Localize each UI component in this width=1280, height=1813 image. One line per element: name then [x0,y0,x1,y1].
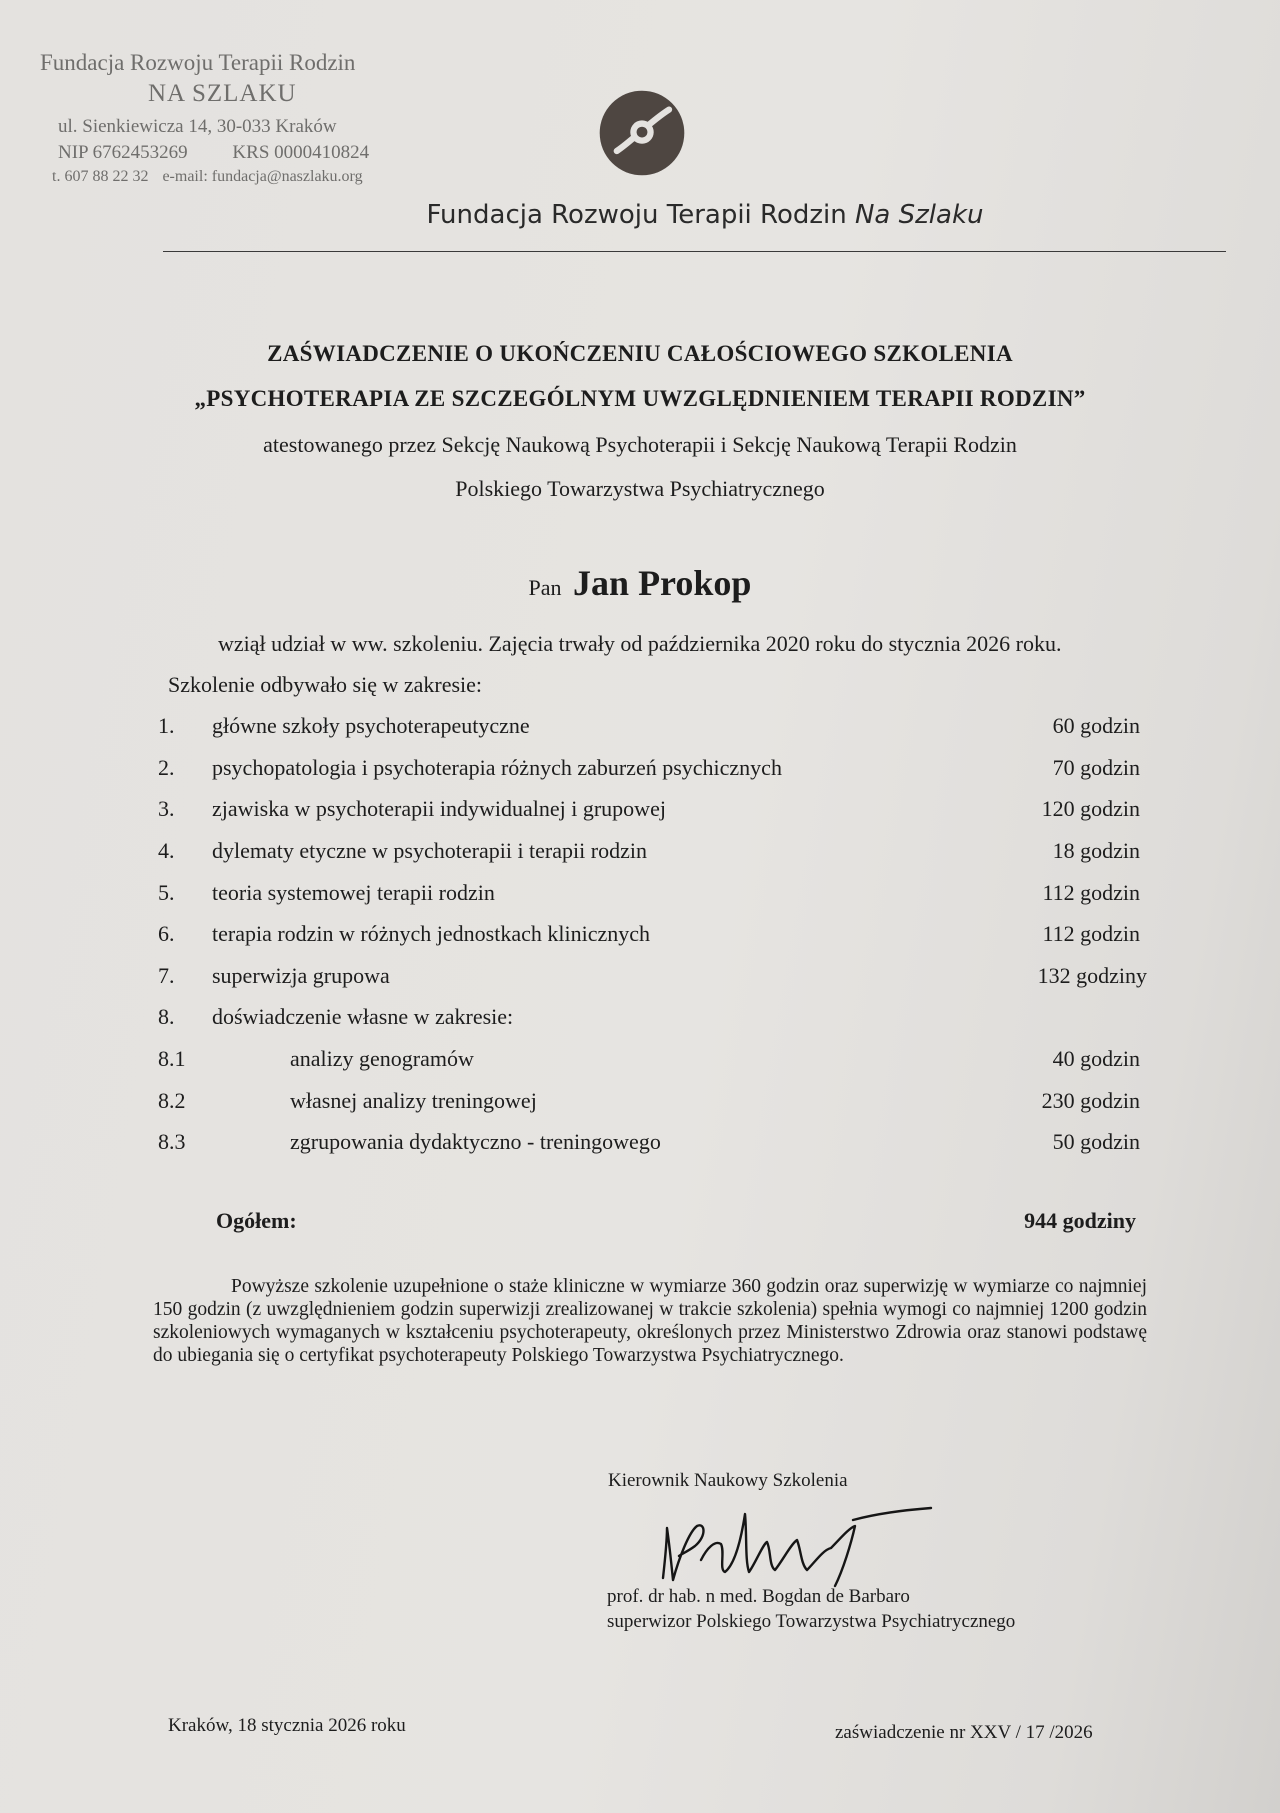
recipient [0,562,1280,604]
stamp-name: NA SZLAKU [148,80,297,107]
item-hours: 60 godzin [1052,713,1140,738]
stamp-ids [58,142,369,164]
stamp-email: e-mail: fundacja@naszlaku.org [162,168,363,185]
total-value: 944 godziny [1024,1208,1136,1233]
training-subitem [0,1046,1280,1076]
training-item [0,921,1280,951]
training-item [0,838,1280,868]
item-hours: 112 godzin [1042,880,1140,905]
item-number: 8. [158,1004,175,1029]
item-number: 6. [158,921,175,946]
stamp-phone: t. 607 88 22 32 [52,168,149,185]
item-hours: 112 godzin [1042,921,1140,946]
stamp-org: Fundacja Rozwoju Terapii Rodzin [40,50,356,75]
item-number: 4. [158,838,175,863]
training-subitem [0,1129,1280,1159]
stamp-nip: NIP 6762453269 [58,142,188,163]
item-hours: 230 godzin [1041,1088,1140,1113]
item-hours: 18 godzin [1052,838,1140,863]
item-label: zjawiska w psychoterapii indywidualnej i grupowej [212,796,666,821]
item-number: 8.1 [158,1046,186,1071]
training-item [0,755,1280,785]
handwritten-signature [655,1500,955,1596]
training-item [0,880,1280,910]
item-label: doświadczenie własne w zakresie: [212,1004,514,1029]
recipient-name: Jan Prokop [573,563,752,603]
training-item [0,796,1280,826]
signatory-title: Kierownik Naukowy Szkolenia [608,1470,848,1491]
item-number: 7. [158,963,175,988]
item-label: terapia rodzin w różnych jednostkach klinicznych [212,921,651,946]
item-hours: 50 godzin [1052,1129,1140,1154]
accreditation-line-1: atestowanego przez Sekcję Naukową Psychoterapii i Sekcję Naukową Terapii Rodzin [263,432,1017,457]
certificate-number: zaświadczenie nr XXV / 17 /2026 [835,1722,1093,1743]
item-label: teoria systemowej terapii rodzin [212,880,495,905]
recipient-salutation: Pan [528,575,562,600]
course-title: „PSYCHOTERAPIA ZE SZCZEGÓLNYM UWZGLĘDNIENIEM TERAPII RODZIN” [194,386,1086,411]
requirements-note: Powyższe szkolenie uzupełnione o staże kliniczne w wymiarze 360 godzin oraz superwizję w wymiarze co najmniej 150 godzin (z uwzględnieniem godzin superwizji zrealizowanej w trakcie szkolenia) spełnia wymogi co najmniej 1200 godzin szkoleniowych wymaganych w kształceniu psychoterapeuty, określonych przez Ministerstwo Zdrowia oraz stanowi podstawę do ubiegania się o certyfikat psychoterapeuty Polskiego Towarzystwa Psychiatrycznego. [153,1276,1147,1366]
training-subitem [0,1088,1280,1118]
certificate-title: ZAŚWIADCZENIE O UKOŃCZENIU CAŁOŚCIOWEGO SZKOLENIA [267,341,1013,366]
header-divider [163,251,1226,252]
training-item [0,1004,1280,1034]
item-number: 1. [158,713,175,738]
item-label: analizy genogramów [290,1046,474,1071]
stamp-address: ul. Sienkiewicza 14, 30-033 Kraków [58,116,337,137]
accreditation-line-2: Polskiego Towarzystwa Psychiatrycznego [455,476,825,501]
place-and-date: Kraków, 18 stycznia 2026 roku [168,1715,406,1736]
training-item [0,963,1280,993]
item-label: główne szkoły psychoterapeutyczne [212,713,530,738]
scope-intro: Szkolenie odbywało się w zakresie: [168,672,483,697]
item-hours: 132 godziny [1037,963,1147,988]
item-label: zgrupowania dydaktyczno - treningowego [290,1129,661,1154]
participation-text: wziął udział w ww. szkoleniu. Zajęcia trwały od października 2020 roku do stycznia 2026 roku. [218,631,1062,656]
item-number: 8.2 [158,1088,186,1113]
item-number: 5. [158,880,175,905]
item-hours: 120 godzin [1041,796,1140,821]
item-hours: 40 godzin [1052,1046,1140,1071]
header-org-name: Fundacja Rozwoju Terapii Rodzin [426,200,847,230]
header-organization-name [0,200,1280,230]
item-hours: 70 godzin [1052,755,1140,780]
item-number: 3. [158,796,175,821]
total-label: Ogółem: [216,1208,297,1233]
signatory-name: prof. dr hab. n med. Bogdan de Barbaro [607,1586,910,1607]
stamp-contact [52,168,363,186]
stamp-krs: KRS 0000410824 [232,142,370,163]
item-label: dylematy etyczne w psychoterapii i terapii rodzin [212,838,647,863]
item-number: 2. [158,755,175,780]
foundation-logo-icon [597,88,687,178]
item-label: własnej analizy treningowej [290,1088,537,1113]
item-label: psychopatologia i psychoterapia różnych zaburzeń psychicznych [212,755,782,780]
training-item [0,713,1280,743]
header-org-name-italic: Na Szlaku [854,200,984,230]
item-number: 8.3 [158,1129,186,1154]
signatory-role: superwizor Polskiego Towarzystwa Psychiatrycznego [607,1611,1016,1632]
item-label: superwizja grupowa [212,963,390,988]
